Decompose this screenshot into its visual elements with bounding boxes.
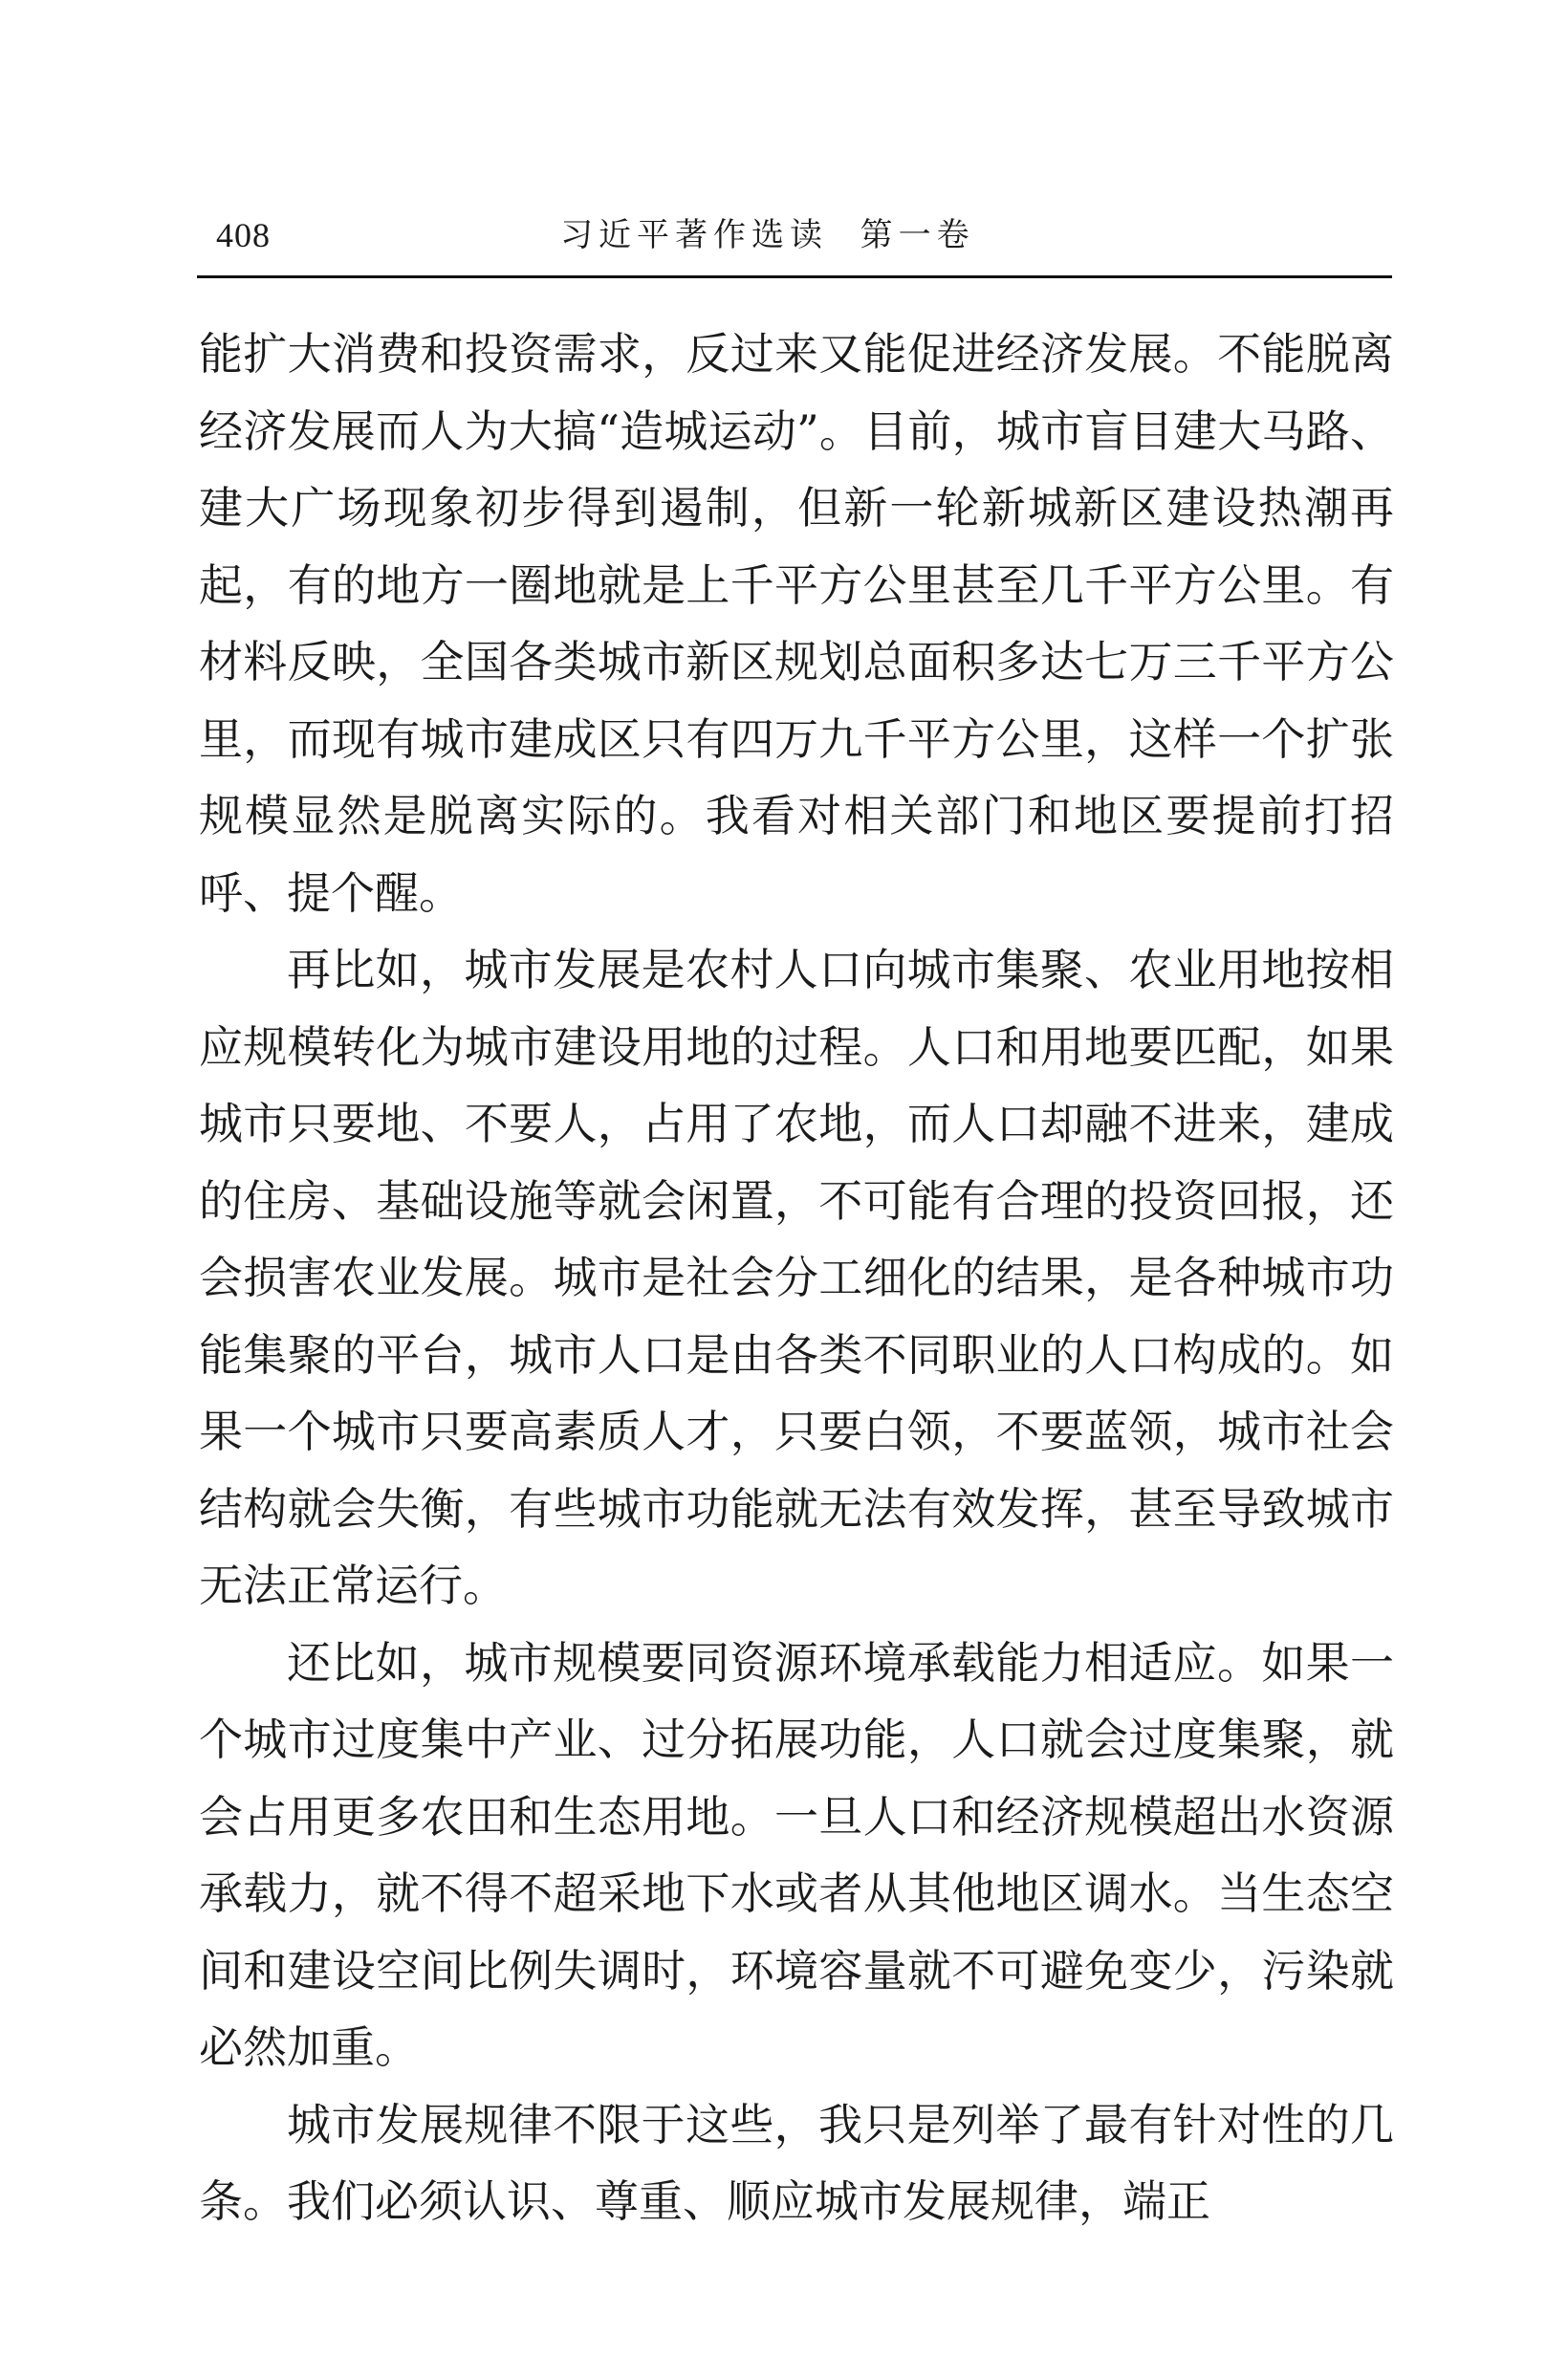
running-head: [197, 208, 1392, 272]
book-title: 习近平著作选读 第一卷: [560, 216, 975, 254]
paragraph-continued: 能扩大消费和投资需求，反过来又能促进经济发展。不能脱离经济发展而人为大搞“造城运动”。目前，城市盲目建大马路、建大广场现象初步得到遏制，但新一轮新城新区建设热潮再起，有的地方一圈地就是上千平方公里甚至几千平方公里。有材料反映，全国各类城市新区规划总面积多达七万三千平方公里，而现有城市建成区只有四万九千平方公里，这样一个扩张规模显然是脱离实际的。我看对相关部门和地区要提前打招呼、提个醒。: [199, 328, 1394, 919]
page-number: 408: [216, 216, 271, 254]
header-rule: [197, 275, 1392, 278]
paragraph: 城市发展规律不限于这些，我只是列举了最有针对性的几条。我们必须认识、尊重、顺应城市发展规律，端正: [199, 2098, 1394, 2227]
paragraph: 再比如，城市发展是农村人口向城市集聚、农业用地按相应规模转化为城市建设用地的过程。人口和用地要匹配，如果城市只要地、不要人，占用了农地，而人口却融不进来，建成的住房、基础设施等就会闲置，不可能有合理的投资回报，还会损害农业发展。城市是社会分工细化的结果，是各种城市功能集聚的平台，城市人口是由各类不同职业的人口构成的。如果一个城市只要高素质人才，只要白领，不要蓝领，城市社会结构就会失衡，有些城市功能就无法有效发挥，甚至导致城市无法正常运行。: [199, 944, 1394, 1611]
body-text: [199, 316, 1394, 2228]
paragraph: 还比如，城市规模要同资源环境承载能力相适应。如果一个城市过度集中产业、过分拓展功能，人口就会过度集聚，就会占用更多农田和生态用地。一旦人口和经济规模超出水资源承载力，就不得不超采地下水或者从其他地区调水。当生态空间和建设空间比例失调时，环境容量就不可避免变少，污染就必然加重。: [199, 1636, 1394, 2073]
